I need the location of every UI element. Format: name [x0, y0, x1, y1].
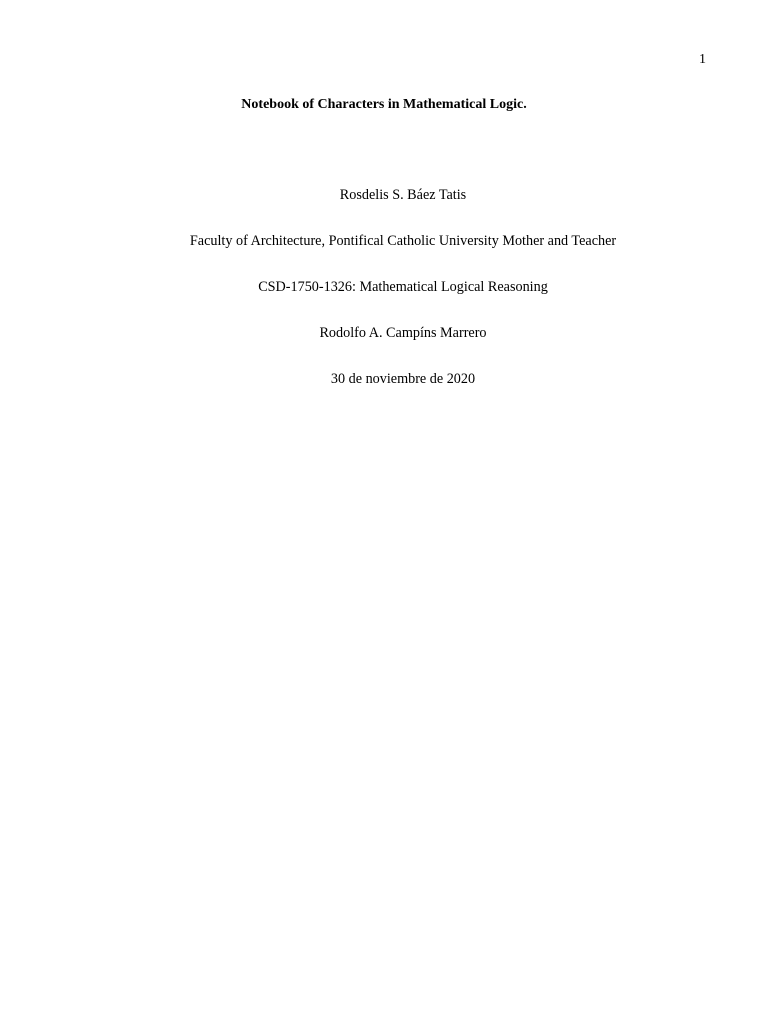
author-name: Rosdelis S. Báez Tatis	[339, 187, 467, 203]
instructor-name: Rodolfo A. Campíns Marrero	[319, 325, 487, 341]
course-name: CSD-1750-1326: Mathematical Logical Reasoning	[258, 279, 548, 295]
page-number: 1	[699, 52, 706, 67]
institutional-affiliation: Faculty of Architecture, Pontifical Catholic University Mother and Teacher	[189, 233, 617, 249]
submission-date: 30 de noviembre de 2020	[330, 371, 476, 387]
document-title: Notebook of Characters in Mathematical Logic.	[241, 97, 527, 112]
